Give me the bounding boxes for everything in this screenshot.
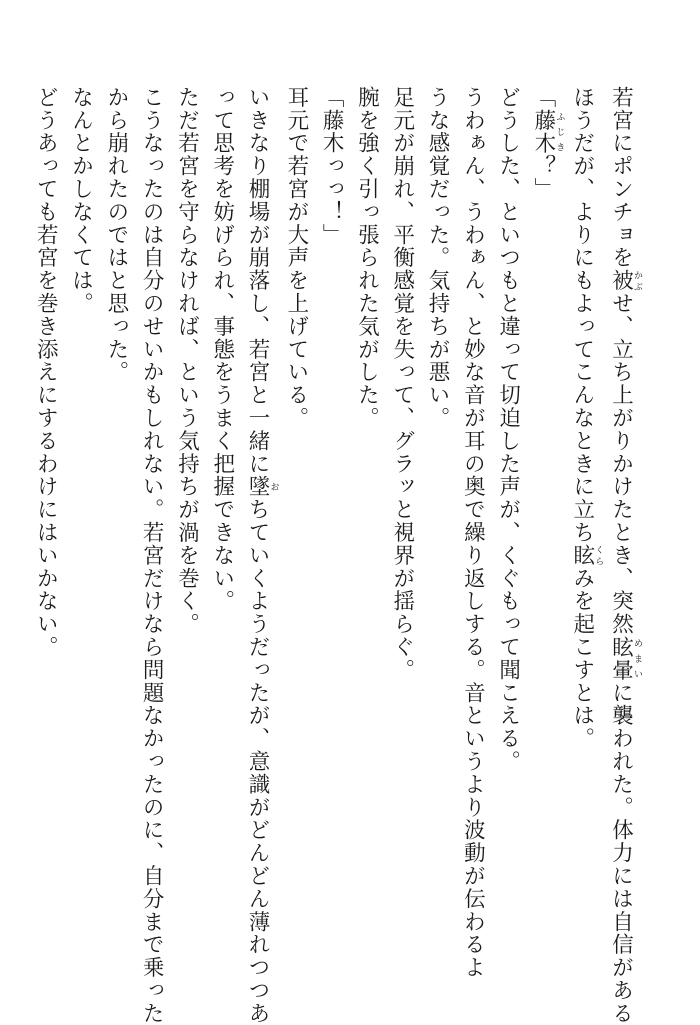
text-line	[28, 86, 63, 976]
text-segment: ちていくようだったが、意識がどんどん薄れつつあ	[245, 498, 271, 1025]
text-line	[134, 86, 169, 1025]
ruby-annotation	[608, 635, 642, 682]
ruby-reading: めまい	[632, 635, 642, 682]
text-segment: ほうだが、よりにもよってこんなときに立ち	[569, 86, 595, 544]
ruby-annotation	[245, 475, 279, 499]
ruby-annotation	[569, 544, 604, 567]
text-line	[349, 86, 384, 976]
text-segment: なんとかしなくては。	[68, 86, 94, 315]
text-segment: 耳元で若宮が大声を上げている。	[283, 86, 309, 430]
text-segment: ？」	[530, 154, 556, 201]
text-segment: って思考を妨げられ、事態をうまく把握できない。	[209, 86, 235, 613]
text-segment: 腕を強く引っ張られた気がした。	[354, 86, 380, 430]
text-segment: みを起こすとは。	[569, 566, 595, 751]
text-segment: から崩れたのではと思った。	[103, 86, 129, 384]
text-line	[384, 86, 419, 976]
ruby-base-text: 被	[608, 269, 634, 293]
text-line	[420, 86, 455, 976]
text-line	[526, 86, 565, 976]
text-segment: せ、立ち上がりかけたとき、突然	[608, 292, 634, 636]
text-segment: うな感覚だった。気持ちが悪い。	[425, 86, 451, 430]
ruby-annotation	[608, 269, 642, 293]
text-segment: 足元が崩れ、平衡感覚を失って、グラッと視界が揺らぐ。	[389, 86, 415, 682]
text-segment: いきなり棚場が崩落し、若宮と一緒に	[245, 86, 271, 476]
ruby-base-text: 眩	[569, 544, 595, 567]
text-line	[204, 86, 239, 976]
ruby-reading: くら	[593, 544, 604, 567]
ruby-base-text: 墜	[245, 475, 271, 499]
text-segment: 「	[530, 86, 556, 109]
text-segment: うわぁん、うわぁん、と妙な音が耳の奥で繰り返しする。音というより波動が伝わるよ	[460, 86, 486, 980]
text-line	[63, 86, 98, 976]
text-segment: ただ若宮を守らなければ、という気持ちが渦を巻く。	[174, 86, 200, 636]
text-line	[314, 86, 349, 976]
text-line	[564, 86, 603, 976]
text-segment: どうした、といつもと違って切迫した声が、くぐもって聞こえる。	[495, 86, 521, 773]
vertical-text-body	[28, 86, 642, 1025]
text-line	[99, 86, 134, 976]
text-segment: こうなったのは自分のせいかもしれない。若宮だけなら問題なかったのに、自分まで乗った	[139, 86, 165, 1025]
text-segment: に襲われた。体力には自信がある	[608, 681, 634, 1025]
text-segment: 若宮にポンチョを	[608, 86, 634, 270]
ruby-annotation	[530, 108, 565, 155]
text-line	[279, 86, 314, 976]
text-segment: どうあっても若宮を巻き添えにするわけにはいかない。	[33, 86, 59, 659]
text-line	[603, 86, 642, 1025]
ruby-base-text: 眩暈	[608, 635, 634, 682]
text-segment: 「藤木っっ！」	[319, 86, 345, 247]
text-line	[490, 86, 525, 976]
ruby-reading: かぶ	[632, 269, 642, 293]
text-line	[169, 86, 204, 976]
ruby-reading: ふじき	[554, 108, 565, 155]
text-line	[240, 86, 279, 1025]
text-line	[455, 86, 490, 980]
ruby-base-text: 藤木	[530, 108, 556, 155]
ruby-reading: お	[268, 475, 279, 499]
